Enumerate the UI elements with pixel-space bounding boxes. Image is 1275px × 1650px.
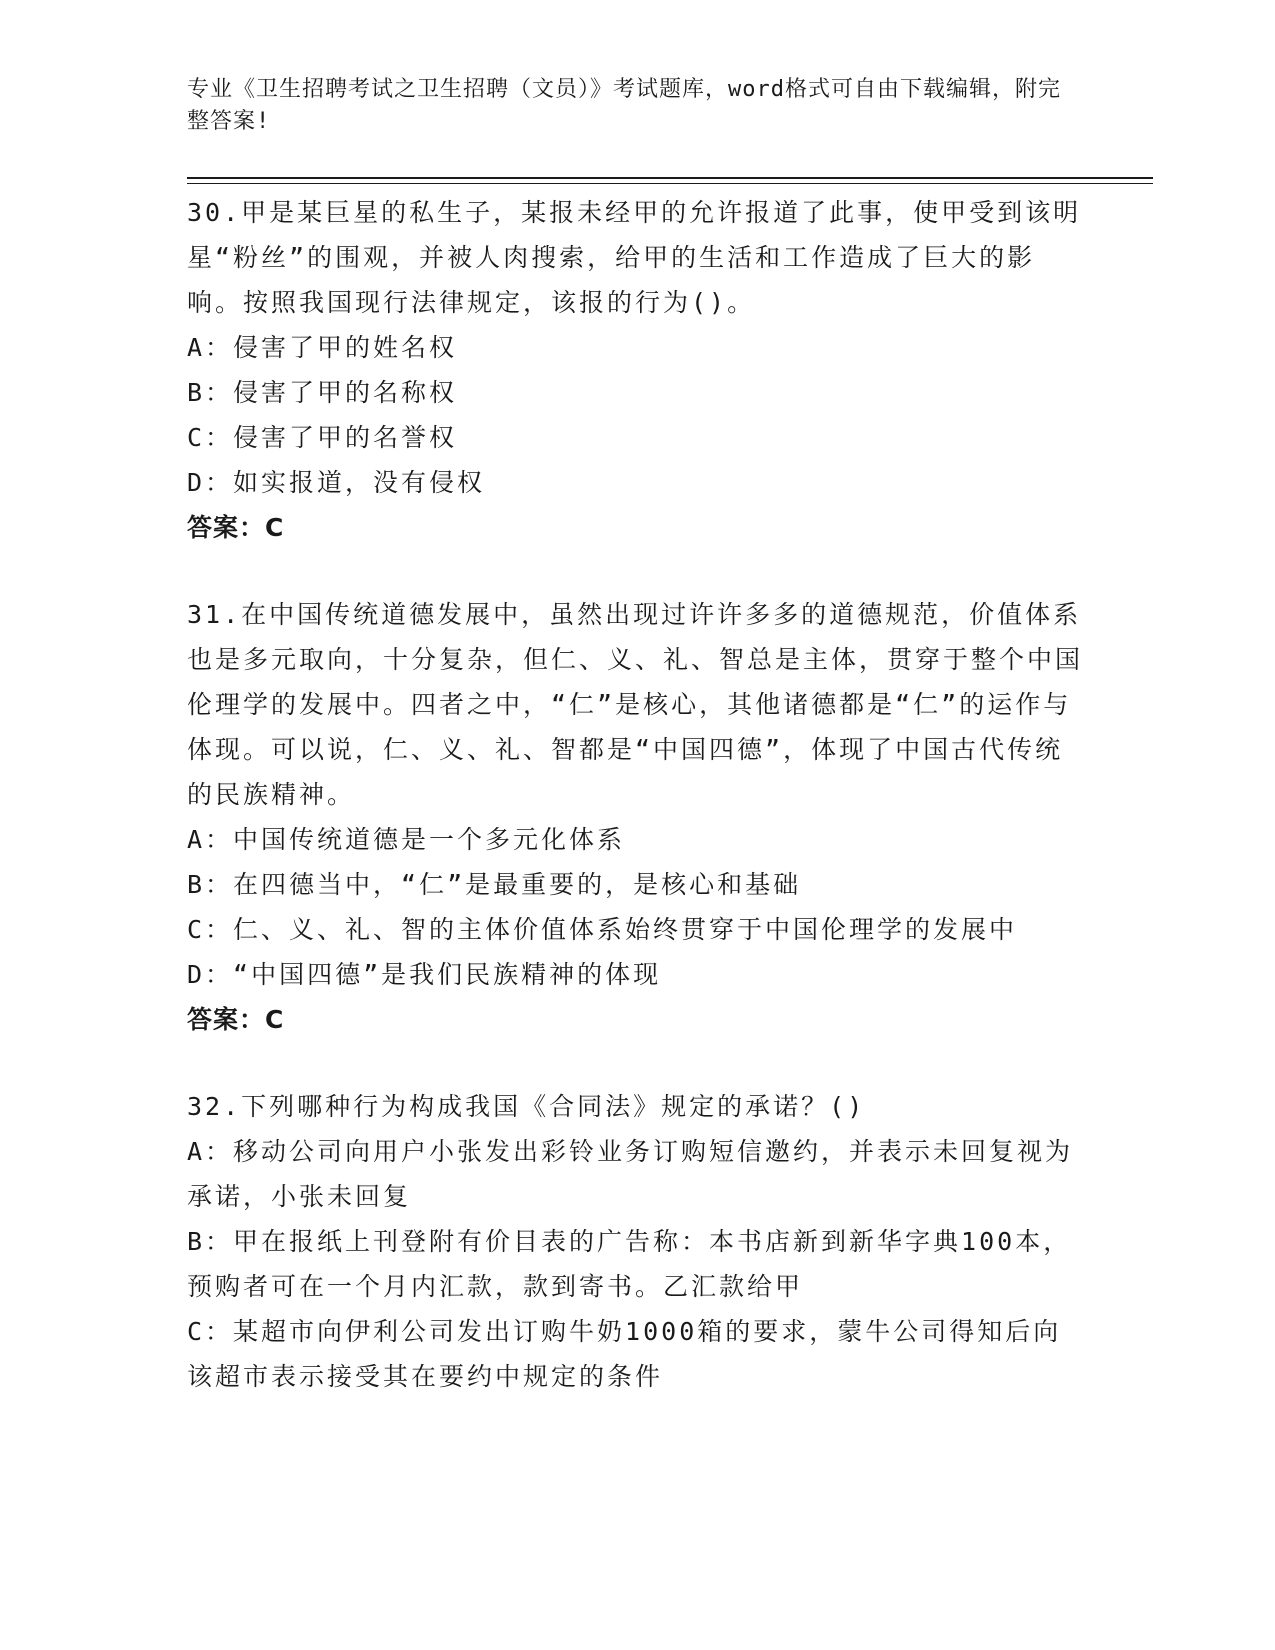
question-item [187, 592, 1087, 1042]
option-c: C：某超市向伊利公司发出订购牛奶1000箱的要求，蒙牛公司得知后向该超市表示接受其在要约中规定的条件 [187, 1317, 1062, 1391]
option-b: B：在四德当中，“仁”是最重要的，是核心和基础 [187, 870, 802, 899]
question-stem: 32.下列哪种行为构成我国《合同法》规定的承诺？() [187, 1092, 866, 1121]
document-header: 专业《卫生招聘考试之卫生招聘（文员）》考试题库，word格式可自由下载编辑，附完整答案! [187, 77, 1061, 134]
option-b: B：甲在报纸上刊登附有价目表的广告称：本书店新到新华字典100本，预购者可在一个月内汇款，款到寄书。乙汇款给甲 [187, 1227, 1072, 1301]
option-b: B：侵害了甲的名称权 [187, 378, 458, 407]
header-divider-thick [187, 177, 1153, 179]
question-item [187, 190, 1087, 550]
option-a: A：侵害了甲的姓名权 [187, 333, 458, 362]
option-a: A：移动公司向用户小张发出彩铃业务订购短信邀约，并表示未回复视为承诺，小张未回复 [187, 1137, 1074, 1211]
question-stem: 30.甲是某巨星的私生子，某报未经甲的允许报道了此事，使甲受到该明星“粉丝”的围观，并被人肉搜索，给甲的生活和工作造成了巨大的影响。按照我国现行法律规定，该报的行为()。 [187, 198, 1082, 317]
option-d: D：如实报道，没有侵权 [187, 468, 486, 497]
answer-line: 答案：C [187, 1005, 285, 1034]
answer-line: 答案：C [187, 513, 285, 542]
question-stem: 31.在中国传统道德发展中，虽然出现过许许多多的道德规范，价值体系也是多元取向，十分复杂，但仁、义、礼、智总是主体，贯穿于整个中国伦理学的发展中。四者之中，“仁”是核心，其他诸德都是“仁”的运作与体现。可以说，仁、义、礼、智都是“中国四德”，体现了中国古代传统的民族精神。 [187, 600, 1084, 809]
question-list [187, 190, 1087, 1441]
option-c: C：仁、义、礼、智的主体价值体系始终贯穿于中国伦理学的发展中 [187, 915, 1018, 944]
question-item [187, 1084, 1087, 1399]
option-c: C：侵害了甲的名誉权 [187, 423, 458, 452]
header-divider-thin [187, 183, 1153, 184]
option-a: A：中国传统道德是一个多元化体系 [187, 825, 626, 854]
option-d: D：“中国四德”是我们民族精神的体现 [187, 960, 662, 989]
